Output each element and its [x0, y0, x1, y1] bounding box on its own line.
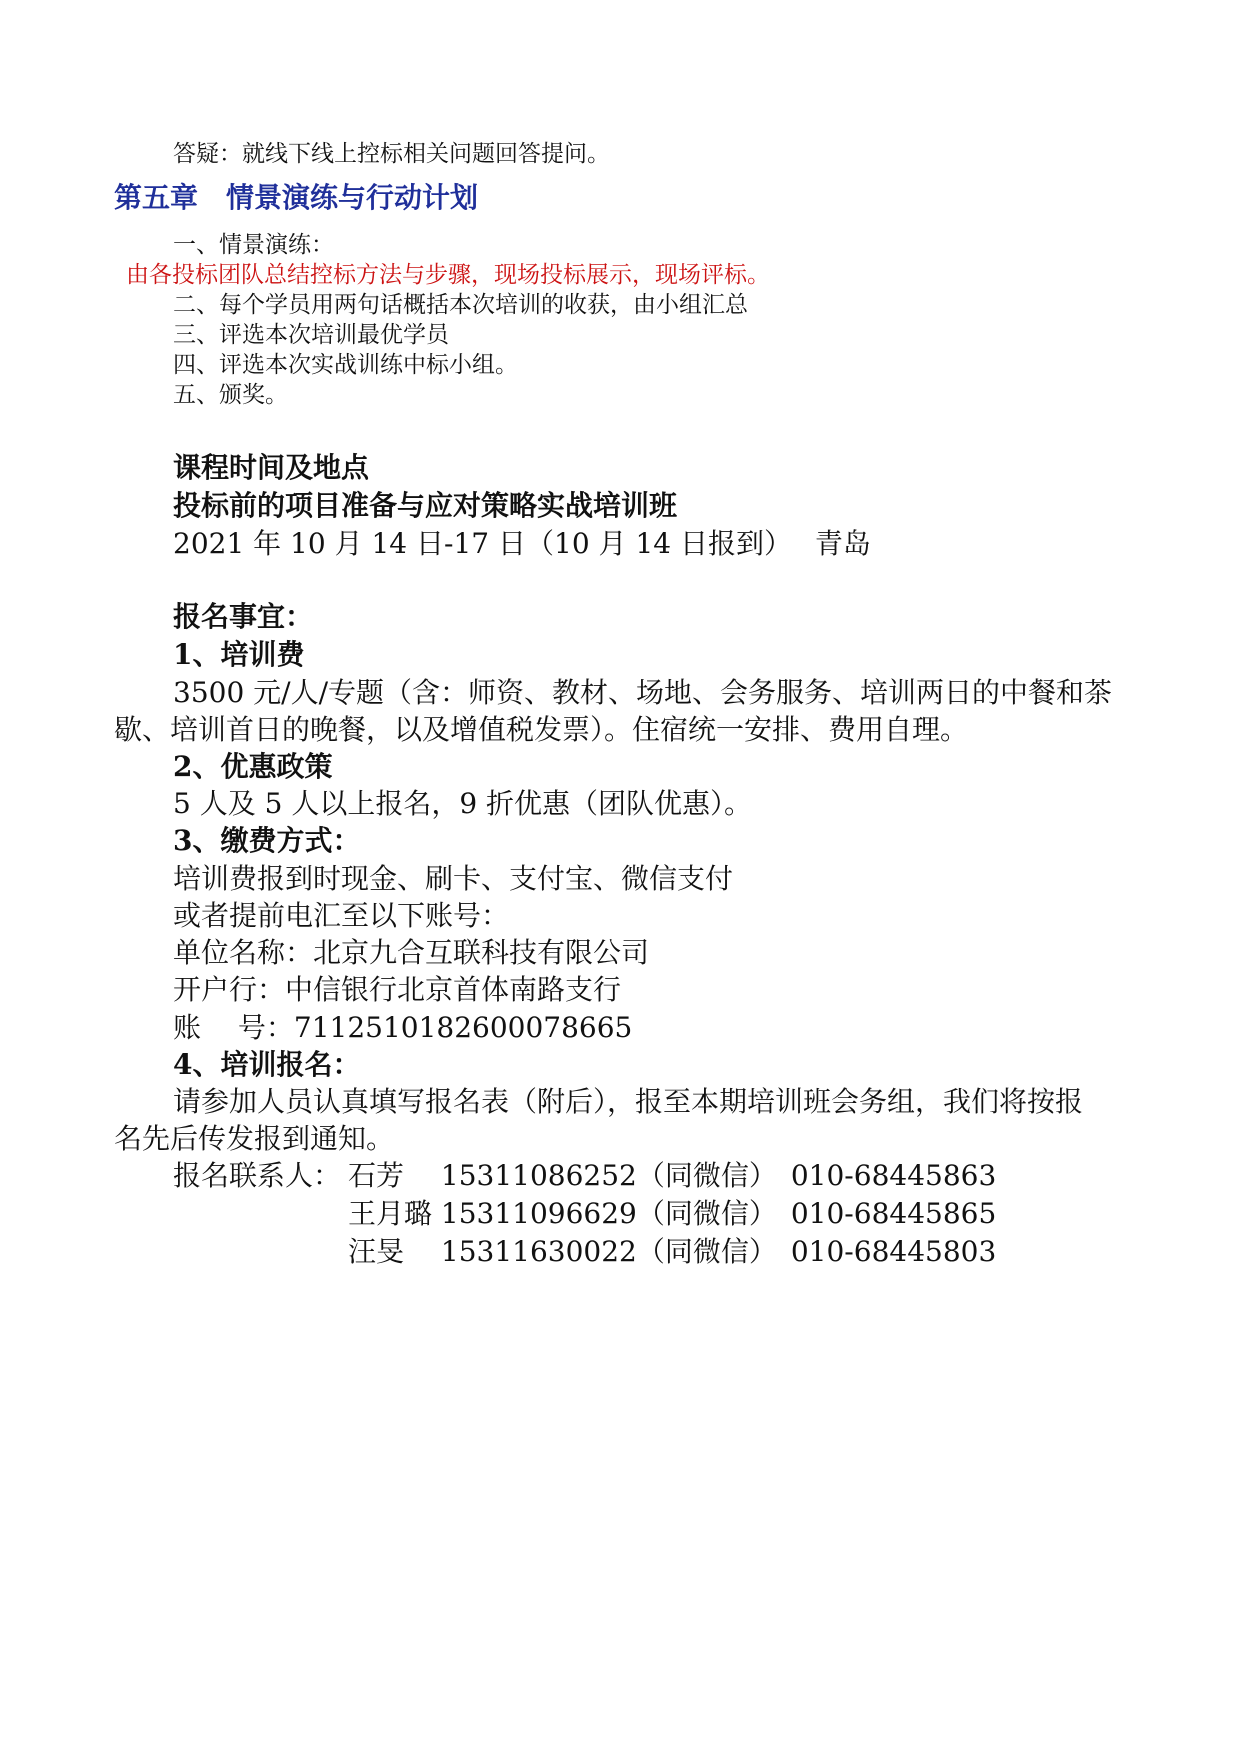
list-item: 五、颁奖。	[173, 382, 288, 408]
qa-line: 答疑：就线下线上控标相关问题回答提问。	[173, 141, 610, 167]
bank-name: 开户行：中信银行北京首体南路支行	[173, 973, 622, 1006]
payment-heading: 3、缴费方式：	[173, 824, 361, 857]
contacts-label: 报名联系人：	[173, 1159, 342, 1192]
date-location: 2021 年 10 月 14 日-17 日（10 月 14 日报到） 青岛	[173, 527, 871, 560]
signup-text-line2: 名先后传发报到通知。	[114, 1122, 395, 1155]
discount-text: 5 人及 5 人以上报名，9 折优惠（团队优惠）。	[173, 787, 753, 820]
company-name: 单位名称：北京九合互联科技有限公司	[173, 936, 650, 969]
list-item: 二、每个学员用两句话概括本次培训的收获，由小组汇总	[173, 292, 748, 318]
fee-text-line2: 歇、培训首日的晚餐，以及增值税发票）。住宿统一安排、费用自理。	[114, 713, 969, 746]
contact-entry: 王月璐 15311096629（同微信） 010-68445865	[348, 1197, 997, 1230]
payment-transfer-note: 或者提前电汇至以下账号：	[173, 899, 510, 932]
discount-heading: 2、优惠政策	[173, 750, 333, 783]
signup-heading: 4、培训报名：	[173, 1048, 361, 1081]
course-name: 投标前的项目准备与应对策略实战培训班	[173, 489, 678, 522]
account-number: 账 号：7112510182600078665	[173, 1011, 633, 1044]
list-item: 一、情景演练：	[173, 232, 334, 258]
payment-methods: 培训费报到时现金、刷卡、支付宝、微信支付	[173, 862, 734, 895]
registration-heading: 报名事宜：	[173, 600, 314, 633]
contact-entry: 汪旻 15311630022（同微信） 010-68445803	[348, 1235, 997, 1268]
signup-text-line1: 请参加人员认真填写报名表（附后），报至本期培训班会务组，我们将按报	[173, 1085, 1084, 1118]
schedule-heading: 课程时间及地点	[173, 451, 370, 484]
chapter-heading: 第五章 情景演练与行动计划	[114, 181, 479, 214]
list-item: 四、评选本次实战训练中标小组。	[173, 352, 518, 378]
highlight-note: 由各投标团队总结控标方法与步骤，现场投标展示，现场评标。	[126, 262, 770, 288]
fee-heading: 1、培训费	[173, 638, 305, 671]
contact-entry: 石芳 15311086252（同微信） 010-68445863	[348, 1159, 997, 1192]
fee-text-line1: 3500 元/人/专题（含：师资、教材、场地、会务服务、培训两日的中餐和茶	[173, 676, 1113, 709]
list-item: 三、评选本次培训最优学员	[173, 322, 449, 348]
